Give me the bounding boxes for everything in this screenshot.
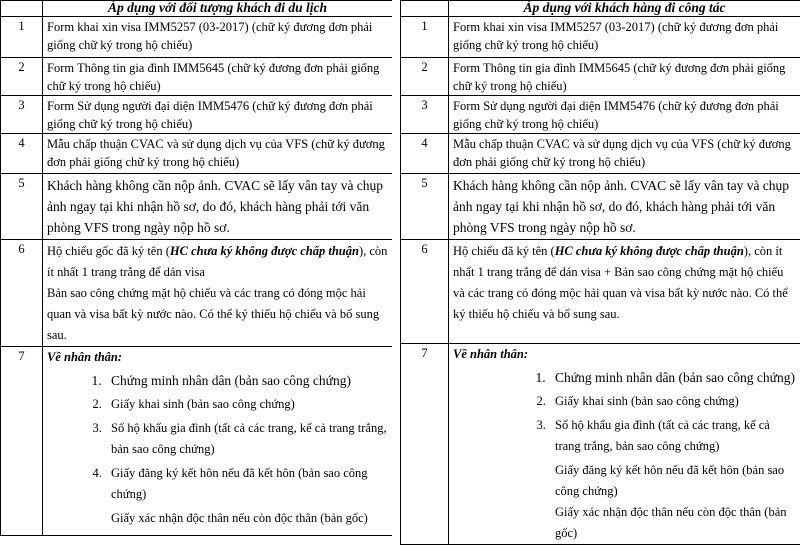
business-header: Áp dụng với khách hàng đi công tác (449, 1, 800, 17)
table-row (401, 96, 800, 134)
tourist-header-spacer (1, 1, 43, 17)
passport-warning: HC chưa ký không được chấp thuận (555, 244, 744, 258)
passport-requirement (449, 240, 800, 344)
list-item: 2. Giấy khai sinh (bản sao công chứng) (105, 394, 389, 415)
row-number: 2 (401, 58, 449, 96)
passport-warning: HC chưa ký không được chấp thuận (170, 244, 359, 258)
row-number: 4 (1, 134, 43, 174)
passport-text-pre: Hộ chiếu gốc đã ký tên ( (47, 244, 170, 258)
requirement-text: Mẫu chấp thuận CVAC và sử dụng dịch vụ của VFS (chữ ký đương đơn phải giống chữ ký trong hộ chiếu) (449, 134, 800, 174)
business-requirements-table (400, 0, 800, 545)
list-item: 1. Chứng minh nhân dân (bản sao công chứng) (105, 370, 389, 391)
passport-text-post: ), còn ít nhất 1 trang trắng để dán visa (47, 244, 387, 279)
row-number: 6 (1, 240, 43, 347)
table-row (401, 17, 800, 58)
requirement-text: Khách hàng không cần nộp ảnh. CVAC sẽ lấy vân tay và chụp ảnh ngay tại khi nhận hồ sơ, do đó, khách hàng phải tới văn phòng VFS trong ngày nộp hồ sơ. (449, 174, 800, 240)
passport-text-post: ), còn ít nhất 1 trang trắng để dán visa + Bản sao công chứng mặt hộ chiếu và các trang có đóng mộc hải quan và visa bất kỳ nước nào. Có thể ký thiếu hộ chiếu và bổ sung sau. (453, 244, 788, 321)
requirement-text: Form Sử dụng người đại diện IMM5476 (chữ ký đương đơn phải giống chữ ký trong hộ chiếu) (43, 96, 393, 134)
table-row (401, 240, 800, 344)
identity-docs (449, 344, 800, 545)
row-number: 5 (401, 174, 449, 240)
table-row (401, 344, 800, 545)
row-number: 7 (1, 347, 43, 536)
table-row (401, 58, 800, 96)
business-header-spacer (401, 1, 449, 17)
table-row (1, 174, 393, 240)
identity-label: Về nhân thân: (43, 348, 389, 366)
list-item: 2. Giấy khai sinh (bản sao công chứng) (549, 391, 797, 412)
identity-doc-list (449, 367, 797, 457)
tourist-requirements-table (0, 0, 393, 536)
row-number: 5 (1, 174, 43, 240)
passport-requirement (43, 240, 393, 347)
table-row (1, 96, 393, 134)
passport-text-pre: Hộ chiếu đã ký tên ( (453, 244, 555, 258)
table-row (1, 58, 393, 96)
requirement-text: Form Thông tin gia đình IMM5645 (chữ ký đương đơn phải giống chữ ký trong hộ chiếu) (43, 58, 393, 96)
table-row (401, 174, 800, 240)
identity-label: Về nhân thân: (449, 345, 797, 363)
passport-copy-text: Bản sao công chứng mặt hộ chiếu và các trang có đóng mộc hải quan và visa bất kỳ nước nào. Có thể ký thiếu hộ chiếu và bổ sung sau. (47, 286, 379, 342)
requirement-text: Form khai xin visa IMM5257 (03-2017) (chữ ký đương đơn phải giống chữ ký trong hộ chiếu) (43, 17, 393, 58)
list-item: 3. Sổ hộ khẩu gia đình (tất cả các trang, kể cả trang trắng, bản sao công chứng) (549, 415, 797, 457)
requirement-text: Form khai xin visa IMM5257 (03-2017) (chữ ký đương đơn phải giống chữ ký trong hộ chiếu) (449, 17, 800, 58)
row-number: 3 (1, 96, 43, 134)
table-row (1, 347, 393, 536)
table-row (1, 240, 393, 347)
list-item: 1. Chứng minh nhân dân (bản sao công chứng) (549, 367, 797, 388)
tourist-header: Áp dụng với đối tượng khách đi du lịch (43, 1, 393, 17)
row-number: 2 (1, 58, 43, 96)
row-number: 3 (401, 96, 449, 134)
row-number: 4 (401, 134, 449, 174)
table-row (1, 17, 393, 58)
identity-docs (43, 347, 393, 536)
list-item: 4. Giấy đăng ký kết hôn nếu đã kết hôn (bản sao công chứng) (105, 463, 389, 505)
identity-doc-list (43, 370, 389, 505)
table-row (1, 134, 393, 174)
list-item: 3. Sổ hộ khẩu gia đình (tất cả các trang, kể cả trang trắng, bản sao công chứng) (105, 418, 389, 460)
identity-continued-marriage: Giấy đăng ký kết hôn nếu đã kết hôn (bản sao công chứng) (449, 460, 797, 502)
requirement-text: Form Sử dụng người đại diện IMM5476 (chữ ký đương đơn phải giống chữ ký trong hộ chiếu) (449, 96, 800, 134)
row-number: 1 (401, 17, 449, 58)
table-row (401, 134, 800, 174)
row-number: 1 (1, 17, 43, 58)
requirement-text: Khách hàng không cần nộp ảnh. CVAC sẽ lấy vân tay và chụp ảnh ngay tại khi nhận hồ sơ, do đó, khách hàng phải tới văn phòng VFS trong ngày nộp hồ sơ. (43, 174, 393, 240)
requirement-text: Form Thông tin gia đình IMM5645 (chữ ký đương đơn phải giống chữ ký trong hộ chiếu) (449, 58, 800, 96)
column-gap (392, 0, 400, 536)
row-number: 6 (401, 240, 449, 344)
row-number: 7 (401, 344, 449, 545)
requirement-text: Mẫu chấp thuận CVAC và sử dụng dịch vụ của VFS (chữ ký đương đơn phải giống chữ ký trong hộ chiếu) (43, 134, 393, 174)
identity-continued: Giấy xác nhận độc thân nếu còn độc thân (bản gốc) (43, 508, 389, 529)
identity-continued-single: Giấy xác nhận độc thân nếu còn độc thân (bản gốc) (449, 502, 797, 544)
